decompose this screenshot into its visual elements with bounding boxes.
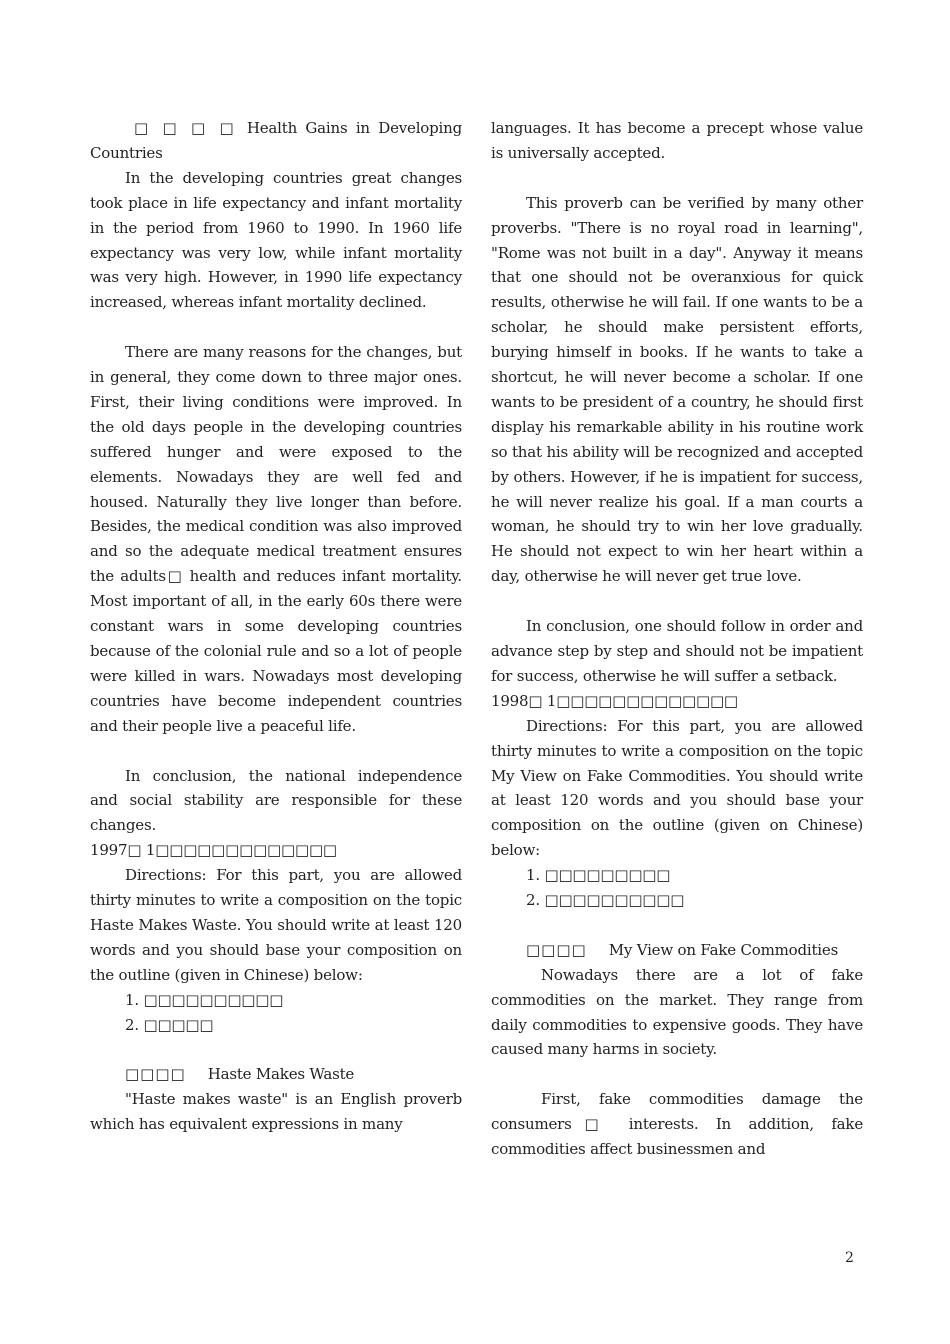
essay-title [90,116,462,166]
sample-title-en: My View on Fake Commodities [608,940,839,959]
essay2-continued-paragraph-2: This proverb can be verified by many other proverbs. "There is no royal road in learning", "Rome was not built in a day". Anyway it means that one should not be overanxious for quick results, otherwise he will fail. If one wants to be a scholar, he should make persistent efforts, burying himself in books. If he wants to take a shortcut, he will never become a scholar. If one wants to be president of a country, he should first display his remarkable ability in his routine work so that his ability will be recognized and accepted by others. However, if he is impatient for success, he will never realize his goal. If a man courts a woman, he should try to win her love gradually. He should not expect to win her heart within a day, otherwise he will never get true love. [491,193,863,586]
exam-1998-heading: 1998□ 1□□□□□□□□□□□□□ [491,691,738,710]
sample-paragraph-1: Nowadays there are a lot of fake commodities on the market. They range from daily commodities to expensive goods. They have caused many harms in society. [491,965,863,1059]
paragraph-gap [491,1062,863,1087]
exam-1997-heading: 1997□ 1□□□□□□□□□□□□□ [90,841,337,860]
essay-title-cn: □ □ □ □ [134,119,239,137]
page-number: 2 [845,1250,854,1266]
outline-item-2: 2. □□□□□ [125,1015,214,1034]
sample-paragraph-start: "Haste makes waste" is an English proverb which has equivalent expressions in many [90,1090,462,1134]
exam-1998-directions: Directions: For this part, you are allowed thirty minutes to write a composition on the topic My View on Fake Commodities. You should write at least 120 words and you should base your composition on the outline (given on Chinese) below: [491,716,863,860]
sample-paragraph-2: First, fake commodities damage the consumers□ interests. In addition, fake commodities affect businessmen and [491,1090,863,1159]
essay1-paragraph-1: In the developing countries great changes took place in life expectancy and infant mortality in the period from 1960 to 1990. In 1960 life expectancy was very low, while infant mortality was very high. However, in 1990 life expectancy increased, whereas infant mortality declined. [90,168,462,312]
sample-title [491,938,863,963]
paragraph-gap [491,589,863,614]
sample-title-cn: □□□□ [526,940,587,959]
outline-item-1: 1. □□□□□□□□□ [526,866,671,885]
sample-title-en: Haste Makes Waste [207,1065,355,1084]
paragraph-gap [90,1038,462,1063]
paragraph-gap [90,739,462,764]
paragraph-gap [491,166,863,191]
exam-1997-directions: Directions: For this part, you are allowed thirty minutes to write a composition on the topic Haste Makes Waste. You should write at least 120 words and you should base your composition on the outline (given in Chinese) below: [90,866,462,984]
essay1-paragraph-3: In conclusion, the national independence and social stability are responsible for these changes. [90,766,462,835]
essay-title-en: Health Gains in Developing Countries [90,119,462,162]
paragraph-gap [491,913,863,938]
essay2-continued-paragraph-3: In conclusion, one should follow in order and advance step by step and should not be impatient for success, otherwise he will suffer a setback. [491,617,863,685]
sample-title-cn: □□□□ [125,1065,186,1084]
essay1-paragraph-2: There are many reasons for the changes, but in general, they come down to three major ones. First, their living conditions were improved. In the old days people in the developing countries suffered hunger and were exposed to the elements. Nowadays they are well fed and housed. Naturally they live longer than before. Besides, the medical condition was also improved and so the adequate medical treatment ensures the adults□ health and reduces infant mortality. Most important of all, in the early 60s there were constant wars in some developing countries because of the colonial rule and so a lot of people were killed in wars. Nowadays most developing countries have become independent countries and their people live a peaceful life. [90,343,462,735]
outline-item-1: 1. □□□□□□□□□□ [125,990,284,1009]
outline-item-2: 2. □□□□□□□□□□ [526,891,685,910]
right-column [491,116,863,1162]
paragraph-gap [90,315,462,340]
sample-title [90,1062,462,1087]
essay2-continued-paragraph-1: languages. It has become a precept whose value is universally accepted. [491,119,863,162]
left-column [90,116,462,1137]
